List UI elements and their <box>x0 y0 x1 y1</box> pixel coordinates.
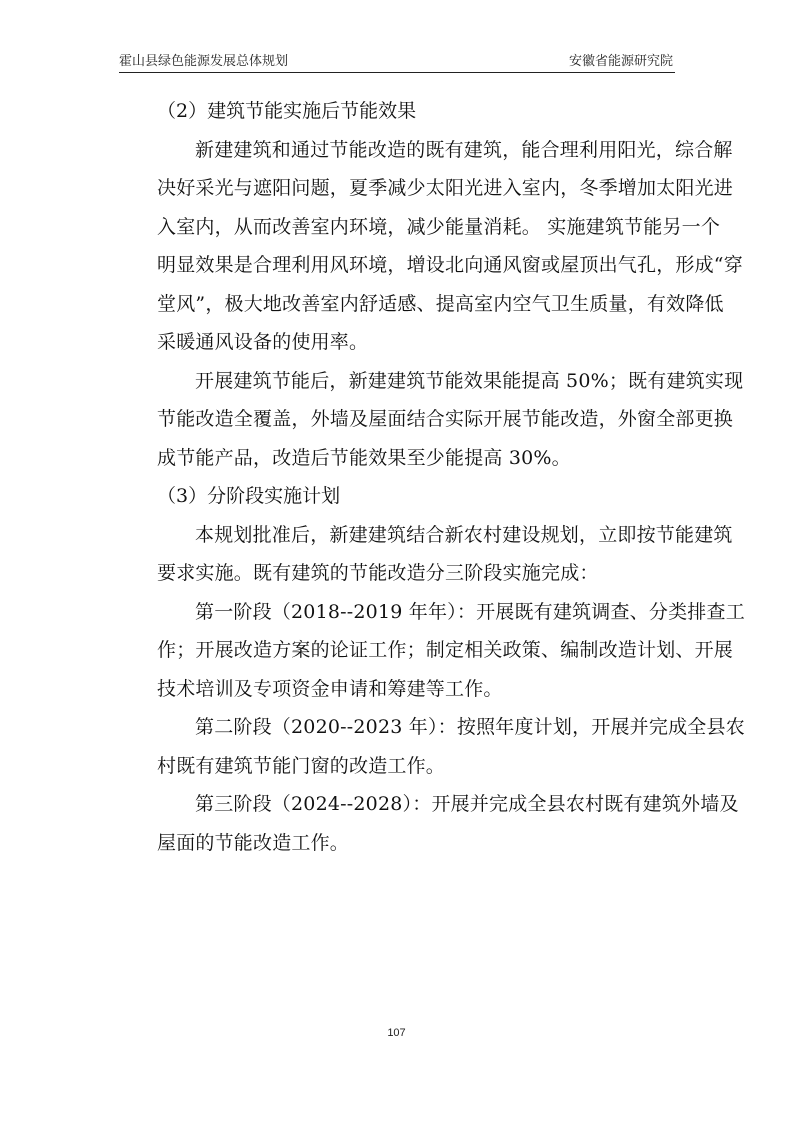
text-line: 要求实施。既有建筑的节能改造分三阶段实施完成： <box>157 562 599 584</box>
text-line: 屋面的节能改造工作。 <box>157 831 350 854</box>
section-heading-energy-effect: （2）建筑节能实施后节能效果 <box>157 100 417 122</box>
text-line: 技术培训及专项资金申请和筹建等工作。 <box>157 677 503 700</box>
text-line: 作；开展改造方案的论证工作；制定相关政策、编制改造计划、开展 <box>157 639 734 661</box>
page-header <box>119 52 675 73</box>
text-line: 明显效果是合理利用风环境，增设北向通风窗或屋顶出气孔，形成“穿 <box>157 254 743 276</box>
text-line: 节能改造全覆盖，外墙及屋面结合实际开展节能改造，外窗全部更换 <box>157 408 734 430</box>
text-line: 第二阶段（2020--2023 年）：按照年度计划，开展并完成全县农 <box>195 716 745 738</box>
header-organization: 安徽省能源研究院 <box>568 54 673 69</box>
paragraph-energy-effect <box>119 131 743 362</box>
paragraph-energy-results <box>119 362 744 478</box>
paragraph-phase-three <box>119 785 739 862</box>
text-line: 第三阶段（2024--2028）：开展并完成全县农村既有建筑外墙及 <box>195 793 739 815</box>
text-line: 决好采光与遮阳问题，夏季减少太阳光进入室内，冬季增加太阳光进 <box>157 177 734 199</box>
section-heading-phased-plan: （3）分阶段实施计划 <box>157 485 341 507</box>
text-line: 入室内，从而改善室内环境，减少能量消耗。 实施建筑节能另一个 <box>157 215 721 238</box>
text-line: 第一阶段（2018--2019 年年）：开展既有建筑调查、分类排查工 <box>195 600 745 623</box>
paragraph-phase-one <box>119 593 745 709</box>
text-line: 成节能产品，改造后节能效果至少能提高 30%。 <box>157 446 571 469</box>
paragraph-phase-two <box>119 708 745 785</box>
document-body <box>119 92 745 862</box>
page-number: 107 <box>387 1027 406 1039</box>
text-line: 新建建筑和通过节能改造的既有建筑，能合理利用阳光，综合解 <box>195 138 733 161</box>
text-line: 采暖通风设备的使用率。 <box>157 331 369 353</box>
header-document-title: 霍山县绿色能源发展总体规划 <box>119 54 289 69</box>
text-line: 堂风”，极大地改善室内舒适感、提高室内空气卫生质量，有效降低 <box>157 292 724 315</box>
paragraph-plan-intro <box>119 516 733 593</box>
text-line: 开展建筑节能后，新建建筑节能效果能提高 50%；既有建筑实现 <box>195 369 744 392</box>
text-line: 村既有建筑节能门窗的改造工作。 <box>157 754 446 777</box>
text-line: 本规划批准后，新建建筑结合新农村建设规划，立即按节能建筑 <box>195 523 733 546</box>
